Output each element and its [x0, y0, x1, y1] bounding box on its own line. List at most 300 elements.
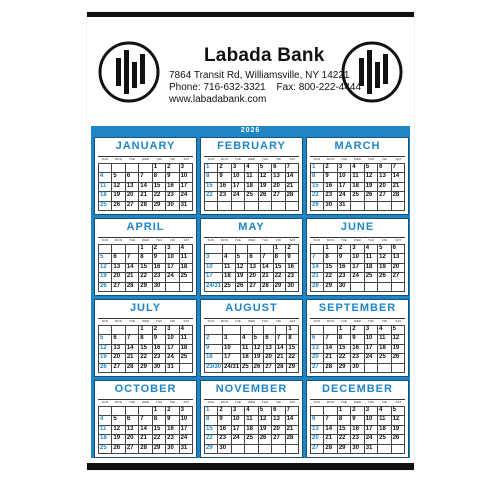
day-cell: 29	[139, 283, 152, 292]
weekday-header: SAT	[285, 318, 299, 324]
day-cell: 11	[180, 254, 193, 263]
day-cell: 20	[112, 354, 125, 363]
day-cell: 9	[351, 335, 364, 344]
day-cell: 23	[338, 273, 351, 282]
day-cell: 2	[324, 164, 337, 173]
weekday-header: THU	[258, 156, 272, 162]
day-cell: 26	[259, 435, 272, 444]
weekday-header: WED	[139, 318, 153, 324]
day-cell	[180, 364, 193, 373]
day-cell: 30	[324, 202, 337, 211]
day-cell: 18	[351, 183, 364, 192]
day-cell	[378, 283, 391, 292]
day-grid	[98, 244, 193, 292]
day-cell: 28	[311, 283, 324, 292]
day-cell: 2	[153, 245, 166, 254]
day-cell: 6	[126, 173, 139, 182]
month-name: NOVEMBER	[215, 383, 288, 395]
day-cell: 29	[274, 283, 287, 292]
day-cell: 8	[205, 173, 218, 182]
weekday-headers	[98, 156, 193, 162]
month-april	[94, 218, 197, 296]
weekday-header: FRI	[166, 156, 180, 162]
day-cell: 24	[351, 273, 364, 282]
weekday-header: SUN	[98, 318, 112, 324]
day-cell: 25	[180, 273, 193, 282]
day-cell: 16	[286, 264, 299, 273]
weekday-header: SUN	[204, 156, 218, 162]
day-cell: 27	[126, 202, 139, 211]
day-cell: 22	[338, 435, 351, 444]
day-cell: 7	[311, 254, 324, 263]
day-cell: 19	[253, 354, 265, 363]
day-cell: 16	[166, 426, 179, 435]
day-cell: 31	[180, 202, 193, 211]
day-grid	[204, 325, 299, 373]
day-cell: 26	[365, 192, 378, 201]
day-cell: 15	[205, 183, 218, 192]
day-cell	[324, 326, 337, 335]
day-cell: 13	[264, 345, 276, 354]
day-cell: 23	[286, 273, 299, 282]
day-cell: 23/30	[205, 364, 223, 373]
months-grid	[91, 126, 410, 458]
month-march	[306, 137, 409, 215]
day-cell: 9	[218, 173, 231, 182]
day-cell: 17	[180, 426, 193, 435]
day-cell: 6	[311, 416, 324, 425]
day-cell: 6	[311, 335, 324, 344]
day-cell: 4	[365, 245, 378, 254]
day-cell: 10	[351, 254, 364, 263]
day-cell: 22	[139, 273, 152, 282]
day-cell: 4	[241, 335, 253, 344]
weekday-header: FRI	[166, 318, 180, 324]
day-cell	[261, 245, 274, 254]
day-cell: 14	[139, 426, 152, 435]
day-cell: 24/31	[223, 364, 241, 373]
day-cell: 1	[287, 326, 299, 335]
day-cell: 8	[338, 416, 351, 425]
day-cell: 27	[112, 364, 125, 373]
weekday-header: SUN	[98, 399, 112, 405]
day-cell: 24	[338, 192, 351, 201]
month-name: OCTOBER	[114, 383, 177, 395]
day-cell: 27	[248, 283, 261, 292]
day-cell	[378, 364, 391, 373]
day-cell: 3	[166, 326, 179, 335]
day-cell: 22	[153, 192, 166, 201]
day-cell: 1	[205, 407, 218, 416]
day-cell: 9	[286, 254, 299, 263]
day-cell: 26	[99, 283, 112, 292]
day-cell: 28	[276, 364, 288, 373]
day-cell: 17	[338, 183, 351, 192]
day-cell: 21	[139, 192, 152, 201]
day-cell: 6	[112, 335, 125, 344]
day-grid	[204, 163, 299, 211]
day-cell: 17	[365, 426, 378, 435]
day-cell: 20	[248, 273, 261, 282]
day-cell: 24	[166, 354, 179, 363]
weekday-header: FRI	[272, 156, 286, 162]
day-cell	[139, 407, 152, 416]
weekday-header: TUE	[125, 399, 139, 405]
day-cell: 13	[378, 173, 391, 182]
day-cell: 12	[112, 426, 125, 435]
weekday-headers	[204, 156, 299, 162]
day-cell: 13	[311, 345, 324, 354]
month-name: MAY	[238, 221, 265, 233]
day-cell: 18	[99, 435, 112, 444]
day-cell: 25	[378, 435, 391, 444]
day-cell: 10	[180, 416, 193, 425]
day-grid	[310, 406, 405, 454]
day-cell	[365, 202, 378, 211]
day-cell	[236, 245, 249, 254]
weekday-header: THU	[364, 156, 378, 162]
weekday-headers	[204, 237, 299, 243]
day-cell: 3	[223, 335, 241, 344]
day-cell: 19	[99, 354, 112, 363]
day-cell: 20	[272, 183, 285, 192]
day-cell: 3	[205, 254, 223, 263]
day-cell: 25	[241, 364, 253, 373]
day-cell: 24	[232, 435, 245, 444]
weekday-header: SAT	[179, 399, 193, 405]
weekday-header: SUN	[310, 318, 324, 324]
day-cell: 7	[139, 173, 152, 182]
day-cell: 23	[324, 192, 337, 201]
day-cell: 20	[311, 354, 324, 363]
month-june	[306, 218, 409, 296]
day-cell: 3	[365, 407, 378, 416]
day-cell	[253, 326, 265, 335]
day-cell: 2	[351, 326, 364, 335]
day-cell: 4	[378, 407, 391, 416]
day-cell: 10	[365, 416, 378, 425]
day-cell: 24	[180, 435, 193, 444]
day-cell: 28	[286, 435, 299, 444]
day-cell	[245, 202, 258, 211]
day-cell: 18	[180, 345, 193, 354]
weekday-headers	[310, 399, 405, 405]
day-cell: 27	[126, 445, 139, 454]
weekday-header: FRI	[378, 399, 392, 405]
day-cell: 12	[253, 345, 265, 354]
weekday-header: FRI	[272, 399, 286, 405]
day-cell	[99, 407, 112, 416]
day-cell: 28	[126, 364, 139, 373]
day-cell: 1	[338, 326, 351, 335]
day-cell: 27	[264, 364, 276, 373]
day-cell	[232, 202, 245, 211]
day-cell	[205, 245, 223, 254]
day-cell: 15	[153, 426, 166, 435]
day-cell: 5	[392, 326, 405, 335]
month-november	[200, 380, 303, 458]
day-cell: 25	[180, 354, 193, 363]
day-cell: 13	[248, 264, 261, 273]
day-cell: 26	[253, 364, 265, 373]
day-grid	[204, 244, 299, 292]
day-cell: 20	[112, 273, 125, 282]
day-cell	[126, 164, 139, 173]
day-cell: 27	[112, 283, 125, 292]
weekday-header: SAT	[285, 399, 299, 405]
day-cell	[286, 445, 299, 454]
day-cell: 25	[365, 273, 378, 282]
day-cell: 3	[180, 164, 193, 173]
day-cell: 15	[139, 345, 152, 354]
day-cell: 19	[99, 273, 112, 282]
day-cell: 5	[378, 245, 391, 254]
day-cell: 3	[232, 407, 245, 416]
weekday-header: WED	[139, 399, 153, 405]
day-cell: 17	[223, 354, 241, 363]
day-cell: 5	[236, 254, 249, 263]
day-grid	[98, 406, 193, 454]
day-cell: 4	[180, 245, 193, 254]
day-cell: 15	[205, 426, 218, 435]
day-cell: 24	[166, 273, 179, 282]
weekday-header: THU	[258, 399, 272, 405]
day-cell: 1	[139, 326, 152, 335]
bank-fax: Fax: 800-222-4444	[276, 82, 362, 93]
weekday-headers	[204, 318, 299, 324]
day-cell	[99, 326, 112, 335]
weekday-header: WED	[351, 318, 365, 324]
weekday-header: SUN	[98, 156, 112, 162]
month-august	[200, 299, 303, 377]
day-cell: 16	[218, 183, 231, 192]
day-cell: 21	[286, 426, 299, 435]
day-cell: 13	[112, 345, 125, 354]
day-cell: 27	[272, 435, 285, 444]
day-cell: 16	[351, 426, 364, 435]
day-cell: 20	[378, 183, 391, 192]
day-cell	[311, 407, 324, 416]
day-cell: 10	[232, 173, 245, 182]
day-cell: 10	[180, 173, 193, 182]
weekday-header: MON	[218, 156, 232, 162]
day-cell: 22	[311, 192, 324, 201]
day-cell	[392, 283, 405, 292]
weekday-header: MON	[218, 237, 232, 243]
day-cell: 30	[166, 445, 179, 454]
day-cell	[311, 245, 324, 254]
day-cell	[223, 326, 241, 335]
day-cell: 11	[378, 416, 391, 425]
day-cell: 16	[351, 345, 364, 354]
top-border	[87, 12, 414, 17]
day-cell: 15	[153, 183, 166, 192]
weekday-header: SUN	[204, 237, 218, 243]
day-cell: 9	[324, 173, 337, 182]
day-cell: 18	[180, 264, 193, 273]
day-cell: 1	[324, 245, 337, 254]
day-cell	[351, 283, 364, 292]
weekday-header: SUN	[310, 237, 324, 243]
day-cell: 26	[99, 364, 112, 373]
day-grid	[310, 325, 405, 373]
day-cell: 11	[99, 426, 112, 435]
day-cell: 26	[392, 435, 405, 444]
day-cell: 6	[248, 254, 261, 263]
day-cell: 19	[259, 183, 272, 192]
day-cell: 2	[338, 245, 351, 254]
day-cell: 2	[218, 164, 231, 173]
day-cell	[286, 202, 299, 211]
calendar-year: 2026	[240, 127, 261, 134]
month-name: FEBRUARY	[217, 140, 286, 152]
day-grid	[310, 163, 405, 211]
day-cell: 15	[311, 183, 324, 192]
weekday-header: WED	[351, 399, 365, 405]
day-cell: 8	[311, 173, 324, 182]
day-cell: 24/31	[205, 283, 223, 292]
day-cell: 12	[99, 345, 112, 354]
day-cell: 2	[218, 407, 231, 416]
day-cell: 16	[205, 354, 223, 363]
day-cell: 7	[126, 335, 139, 344]
day-cell: 24	[365, 435, 378, 444]
day-cell: 31	[180, 445, 193, 454]
weekday-header: TUE	[231, 318, 245, 324]
weekday-header: SAT	[391, 399, 405, 405]
day-cell	[218, 202, 231, 211]
day-cell: 18	[223, 273, 236, 282]
day-cell: 18	[245, 426, 258, 435]
day-cell: 28	[392, 192, 405, 201]
day-cell: 3	[365, 326, 378, 335]
weekday-header: FRI	[378, 237, 392, 243]
day-cell: 10	[205, 264, 223, 273]
day-cell: 10	[232, 416, 245, 425]
day-cell: 11	[378, 335, 391, 344]
day-cell: 27	[392, 273, 405, 282]
day-cell: 12	[99, 264, 112, 273]
weekday-header: TUE	[125, 237, 139, 243]
day-cell: 8	[274, 254, 287, 263]
day-cell: 2	[166, 164, 179, 173]
day-cell: 2	[286, 245, 299, 254]
weekday-header: TUE	[231, 156, 245, 162]
day-cell	[180, 283, 193, 292]
day-cell: 25	[245, 192, 258, 201]
day-cell: 25	[99, 445, 112, 454]
day-cell: 7	[139, 416, 152, 425]
day-cell: 8	[153, 173, 166, 182]
day-cell	[392, 202, 405, 211]
day-cell: 15	[324, 264, 337, 273]
day-cell: 21	[324, 354, 337, 363]
day-cell: 24	[180, 192, 193, 201]
day-cell: 20	[126, 192, 139, 201]
day-cell: 3	[180, 407, 193, 416]
weekday-header: SUN	[310, 399, 324, 405]
day-cell	[259, 202, 272, 211]
day-cell	[205, 326, 223, 335]
day-cell: 29	[287, 364, 299, 373]
day-cell: 5	[365, 164, 378, 173]
day-cell: 27	[378, 192, 391, 201]
day-cell: 27	[311, 364, 324, 373]
day-cell: 16	[218, 426, 231, 435]
day-cell: 7	[126, 254, 139, 263]
day-cell: 9	[153, 335, 166, 344]
day-cell: 13	[126, 426, 139, 435]
day-cell: 28	[261, 283, 274, 292]
weekday-header: MON	[112, 156, 126, 162]
day-cell: 7	[324, 335, 337, 344]
weekday-header: SAT	[179, 318, 193, 324]
day-cell	[126, 245, 139, 254]
day-cell: 15	[338, 345, 351, 354]
day-cell: 22	[205, 435, 218, 444]
day-cell: 29	[338, 445, 351, 454]
day-cell	[112, 407, 125, 416]
month-july	[94, 299, 197, 377]
day-cell: 11	[351, 173, 364, 182]
bank-phone: Phone: 716-632-3321	[169, 82, 266, 93]
day-cell: 30	[351, 445, 364, 454]
day-cell: 29	[153, 202, 166, 211]
weekday-header: FRI	[378, 156, 392, 162]
day-cell: 30	[153, 283, 166, 292]
day-cell: 18	[241, 354, 253, 363]
weekday-header: TUE	[337, 156, 351, 162]
day-cell: 8	[338, 335, 351, 344]
weekday-header: THU	[364, 237, 378, 243]
day-cell: 22	[324, 273, 337, 282]
day-cell: 11	[245, 416, 258, 425]
day-cell: 8	[139, 254, 152, 263]
month-name: APRIL	[126, 221, 165, 233]
day-cell	[112, 164, 125, 173]
month-september	[306, 299, 409, 377]
weekday-header: SAT	[285, 156, 299, 162]
day-cell: 11	[241, 345, 253, 354]
day-cell: 9	[218, 416, 231, 425]
weekday-header: TUE	[125, 156, 139, 162]
weekday-header: THU	[152, 399, 166, 405]
day-grid	[98, 325, 193, 373]
day-cell	[126, 326, 139, 335]
day-cell: 29	[324, 283, 337, 292]
day-cell: 23	[166, 435, 179, 444]
day-cell: 6	[272, 164, 285, 173]
day-cell: 10	[365, 335, 378, 344]
weekday-header: WED	[245, 237, 259, 243]
day-cell: 17	[232, 183, 245, 192]
weekday-header: THU	[258, 318, 272, 324]
bottom-border	[87, 463, 414, 470]
bank-header	[167, 45, 362, 106]
day-cell: 20	[272, 426, 285, 435]
month-october	[94, 380, 197, 458]
day-cell: 22	[153, 435, 166, 444]
day-cell: 10	[338, 173, 351, 182]
day-cell: 4	[99, 173, 112, 182]
day-cell: 4	[245, 164, 258, 173]
weekday-header: FRI	[272, 318, 286, 324]
day-cell: 30	[218, 445, 231, 454]
day-cell	[112, 326, 125, 335]
weekday-header: THU	[152, 318, 166, 324]
day-cell: 12	[392, 335, 405, 344]
weekday-header: MON	[112, 318, 126, 324]
